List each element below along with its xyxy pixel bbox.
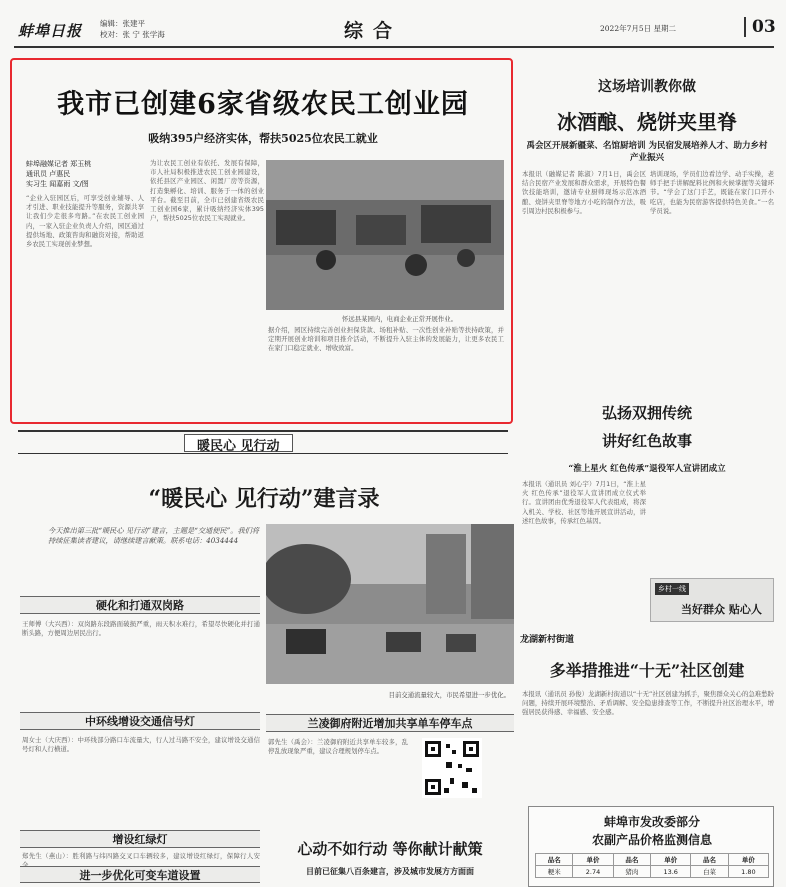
tip-e-body: 郭先生（禹会）：兰凌御府附近共享单车较多，乱停乱放现象严重，建议合理规划停车点。 [268,738,408,756]
lead-subheadline: 吸纳395户经济实体，帮扶5025位农民工就业 [148,132,378,145]
article-kicker: 这场培训教你做 [598,79,696,95]
byline-reporter: 蚌埠融媒记者 郑玉桃 [26,160,92,168]
editor-info [100,18,165,40]
table-row [536,866,769,878]
lead-byline [26,159,146,189]
header-cell: 品名 [691,854,728,866]
header-cell: 品名 [613,854,650,866]
section-title: 综合 [344,20,403,42]
warm-headline: “暖民心 见行动”建言录 [148,486,380,512]
office-photo-art [266,160,504,310]
table-cell: 白菜 [691,866,728,878]
lead-photo-caption: 怀远县某园内，电商企业正常开展作业。 [342,315,458,323]
warm-heart-section [14,428,514,883]
veteran-headline-2: 讲好红色故事 [601,432,692,450]
call-to-action-headline: 心动不如行动 等你献计献策 [297,840,483,858]
street-photo-caption: 目前交通流量较大，市民希望进一步优化。 [388,691,510,699]
masthead [14,14,774,48]
community-headline: 多举措推进“十无”社区创建 [549,661,745,680]
price-table-header [536,854,769,866]
tip-c-body: 郑先生（燕山）：胜利路与纬四路交叉口车辆较多，建议增设红绿灯，保障行人安 [22,852,260,860]
call-to-action-body: 目前已征集八百条建言，涉及城市发展方方面面 [306,867,474,876]
issue-date: 2022年7月5日 星期二 [600,24,677,33]
tip-e-headline: 兰凌御府附近增加共享单车停车点 [266,714,514,732]
lead-body-col2: 为让农民工创业有依托、发展有保障，市人社局积极推进农民工创业园建设，依托县区产业园区、闲置厂房等资源，打造集孵化、培训、服务于一体的创业平台。截至目前，全市已创建省级农民工创业园6家，累计吸纳经济实体395户，帮扶5025位农民工实现就业。 [150,159,264,223]
training-body-col2: 培训现场，学员们边看边学、动手实操，老师手把手讲解配料比例和火候掌握等关键环节。“学会了这门手艺，既能在家门口开小吃店，也能为民宿游客提供特色美食。”一名学员说。 [650,170,774,215]
feature-box-title: 当好群众 贴心人 [681,603,762,616]
street-photo [266,524,514,684]
community-body: 本报讯（通讯员 孙俊）龙湖新村街道以“十无”社区创建为抓手，聚焦群众关心的急难愁盼问题，持续开展环境整治、矛盾调解、安全隐患排查等工作，不断提升社区治理水平，增强居民获得感、幸福感、安全感。 [522,690,774,717]
tip-b-body: 周女士（大庆西）：中环线部分路口车流量大，行人过马路不安全，建议增设交通信号灯和人行横道。 [22,736,260,754]
price-title-2: 农副产品价格监测信息 [591,833,712,847]
training-body-col1: 本报讯（融媒记者 陈淑）7月1日，禹会区结合民宿产业发展和群众需求，开展特色餐饮技能培训，邀请专业厨师现场示范冰酒酿、烧饼夹里脊等地方小吃的制作方法，吸引周边村民积极参与。 [522,170,646,215]
table-cell: 2.74 [573,866,613,878]
table-cell: 粳米 [536,866,573,878]
byline-correspondent: 通讯员 卢惠民 [26,170,71,178]
lead-article[interactable] [10,58,513,424]
community-kicker: 龙湖新村街道 [520,635,575,645]
street-photo-art [266,524,514,684]
lead-headline: 我市已创建6家省级农民工创业园 [57,89,469,120]
section-banner [18,430,508,454]
tip-b-headline: 中环线增设交通信号灯 [20,712,260,730]
lead-body-col3: 据介绍，园区持续完善创业担保贷款、场租补贴、一次性创业补贴等扶持政策，并定期开展创业培训和项目推介活动，不断提升入驻主体的发展能力，让更多农民工在家门口稳定就业、增收致富。 [268,326,504,353]
header-cell: 品名 [536,854,573,866]
warm-intro: 今天推出第三批“暖民心 见行动”建言，主题是“交通便民”。我们将持续征集读者建议，请继续建言献策。联系电话：4034444 [48,526,260,545]
header-cell: 单价 [573,854,613,866]
tip-c-headline: 增设红绿灯 [20,830,260,848]
feature-box [650,578,774,622]
header-cell: 单价 [651,854,691,866]
price-monitor-box [528,806,774,887]
veteran-body: 本报讯（通讯员 刘心宇）7月1日，“淮上星火 红色传承”退役军人宣讲团成立仪式举行。宣讲团由优秀退役军人代表组成，将深入机关、学校、社区等地开展宣讲活动，讲述红色故事，传承红色基因。 [522,480,646,525]
editor-line: 编辑：张建平 [100,19,145,28]
proofreader-line: 校对：张 宁 张学海 [100,30,165,39]
training-subheadline: 禹会区开展新疆菜、名馆厨培训 为民宿发展培养人才、助力乡村产业振兴 [526,141,768,163]
table-cell: 猪肉 [613,866,650,878]
page-number: 03 [744,17,776,37]
office-photo [266,160,504,310]
veteran-headline-1: 弘扬双拥传统 [601,404,692,422]
lead-body-col1: “企业入驻园区后，可享受创业辅导、人才引进、职业技能提升等服务，资源共享让我们少走很多弯路。”在农民工创业园内，一家入驻企业负责人介绍，园区通过提供场地、政策咨询和融资对接，帮助返乡农民工实现创业梦想。 [26,194,144,249]
feature-box-tag: 乡村一线 [655,583,689,595]
table-cell: 13.6 [651,866,691,878]
table-cell: 1.80 [728,866,768,878]
veteran-subheadline: “淮上星火 红色传承”退役军人宣讲团成立 [568,464,726,474]
qr-code-art [422,738,482,798]
section-banner-tag: 暖民心 见行动 [184,434,293,452]
tip-a-headline: 硬化和打通双岗路 [20,596,260,614]
qr-code[interactable] [422,738,482,798]
byline-intern: 实习生 闻嘉雨 文/图 [26,180,89,188]
header-cell: 单价 [728,854,768,866]
tip-d-headline: 进一步优化可变车道设置 [20,866,260,883]
price-title-1: 蚌埠市发改委部分 [603,815,700,829]
tip-a-body: 王师傅（大兴西）：双岗路东段路面破损严重，雨天积水难行，希望尽快硬化并打通断头路，方便周边居民出行。 [22,620,260,638]
newspaper-logo: 蚌埠日报 [18,22,83,40]
price-table [535,853,769,878]
training-headline: 冰酒酿、烧饼夹里脊 [557,110,737,134]
